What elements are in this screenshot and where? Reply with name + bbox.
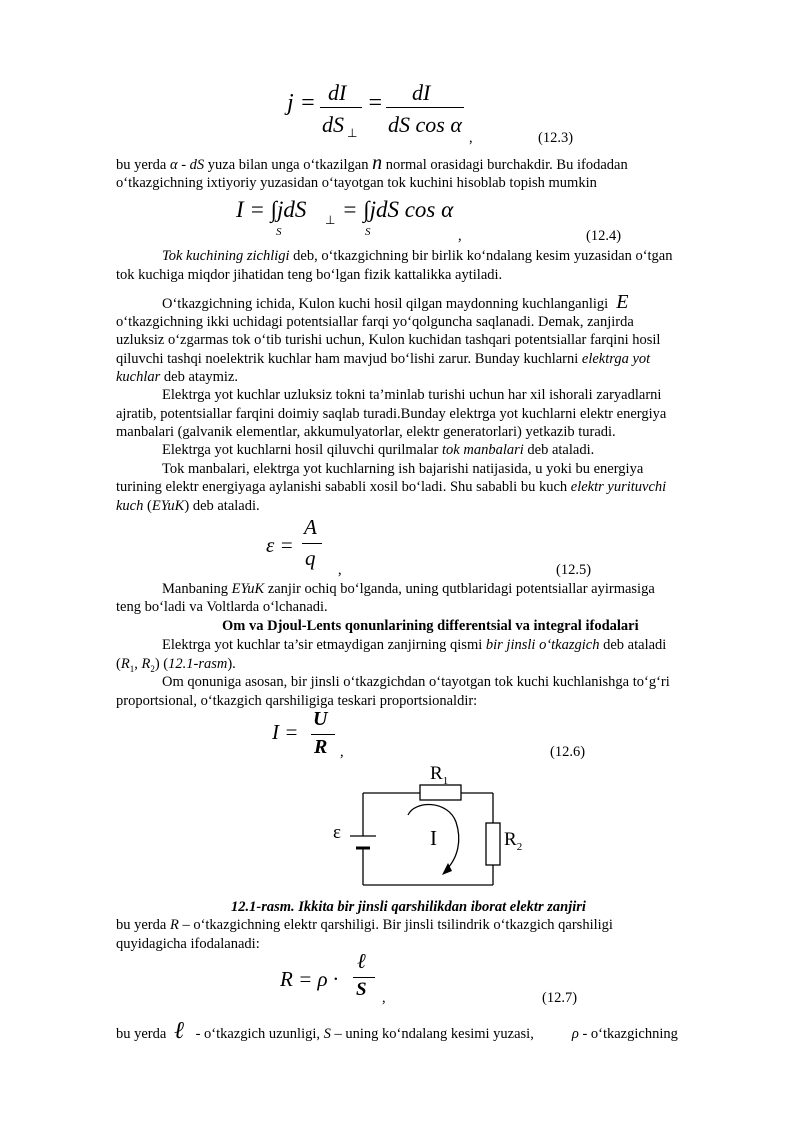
section-heading: Om va Djoul-Lents qonunlarining differentsial va integral ifodalari [222,618,639,634]
text-line: ajratib, potentsiallar farqini doimiy saqlab turadi.Bunday elektrga yot kuchlarni elektr energiya [116,406,667,422]
text-line: uzluksiz o‘zgarmas tok o‘tib turishi uchun, Kulon kuchidan tashqari potentsiallar farqini hosil [116,332,661,348]
eq-lhs: j = [287,90,316,116]
fraction-bar [353,977,375,978]
eq-numerator: dI [412,80,431,105]
eq-expression: = ∫jdS cos α [342,197,454,222]
eq-denominator: R [314,736,328,758]
text-line: Elektrga yot kuchlar uzluksiz tokni ta’minlab turishi uchun har xil ishorali zaryadlarni [162,387,662,403]
text-line: kuch (EYuK) deb ataladi. [116,498,260,514]
eq-numerator: ℓ [357,949,366,973]
text-line: Tok kuchining zichligi deb, o‘tkazgichning bir birlik ko‘ndalang kesim yuzasidan o‘tgan [162,248,673,264]
integral-limit: S [365,226,371,238]
eq-comma: , [458,228,462,244]
text-line: quyidagicha ifodalanadi: [116,936,260,952]
text-line: O‘tkazgichning ichida, Kulon kuchi hosil qilgan maydonning kuchlanganligi E [162,291,629,313]
text-line: kuchlar deb ataymiz. [116,369,239,385]
resistor-r2 [486,823,500,865]
eq-denominator: dS cos α [388,112,462,137]
resistor-r1 [420,785,461,800]
text-line: tok kuchiga miqdor jihatidan teng bo‘lgan fizik kattalikka aytiladi. [116,267,503,283]
text-line: proportsional, o‘tkazgich qarshiligiga teskari proportsionaldir: [116,693,478,709]
battery-symbol [350,836,376,848]
eq-numerator: U [313,708,328,730]
text-line: bu yerda α - dS yuza bilan unga o‘tkazilgan n normal orasidagi burchakdir. Bu ifodadan [116,152,628,174]
eq-comma: , [340,744,344,760]
eq-denominator: S [356,979,367,1000]
text-line: o‘tkazgichning ixtiyoriy yuzasidan o‘tayotgan tok kuchini hisoblab topish mumkin [116,175,597,191]
text-line: Manbaning EYuK zanjir ochiq bo‘lganda, uning qutblaridagi potentsiallar ayirmasiga [162,581,655,597]
eq-denominator: dS [322,112,344,137]
r1-label: $R_1$ [430,763,449,787]
fraction-bar [320,107,362,108]
current-label: I [430,826,437,850]
equation-number: (12.3) [538,130,574,146]
text-line: teng bo‘ladi va Voltlarda o‘lchanadi. [116,599,328,615]
text-line: qiluvchi tashqi noelektrik kuchlar ham mavjud bo‘lishi zarur. Bunday kuchlarni elektrga yot [116,351,651,367]
text-line: Om qonuniga asosan, bir jinsli o‘tkazgichdan o‘tayotgan tok kuchi kuchlanishga to‘g‘ri [162,674,670,690]
eq-equals: = [367,90,384,116]
text-line: bu yerda R – o‘tkazgichning elektr qarshiligi. Bir jinsli tsilindrik o‘tkazgich qarshiligi [116,917,613,933]
eq-expression: I = ∫jdS [236,197,307,222]
equation-number: (12.7) [542,990,578,1006]
text-line: Elektrga yot kuchlar ta’sir etmaydigan zanjirning qismi bir jinsli o‘tkazgich deb ataladi [162,637,667,653]
text-line: bu yerda ℓ - o‘tkazgich uzunligi, S – uning ko‘ndalang kesimi yuzasi, ρ - o‘tkazgichning [116,1018,678,1044]
fraction-bar [302,543,322,544]
text-line: Elektrga yot kuchlarni hosil qiluvchi qurilmalar tok manbalari deb ataladi. [162,442,595,458]
integral-limit: S [276,226,282,238]
eq-denominator: q [305,546,316,570]
text-line: Tok manbalari, elektrga yot kuchlarning ish bajarishi natijasida, u yoki bu energiya [162,461,644,477]
eq-subscript: ⊥ [325,213,336,227]
text-line: ($R_1$, $R_2$) (12.1-rasm). [116,656,236,674]
equation-number: (12.4) [586,228,622,244]
eq-lhs: I = [272,720,299,744]
r2-label: $R_2$ [504,829,523,853]
eq-comma: , [338,562,342,578]
eq-comma: , [382,990,386,1006]
fraction-bar [311,734,335,735]
text-line: o‘tkazgichning ikki uchidagi potentsiallar farqi yo‘qolguncha saqlanadi. Demak, zanjirda [116,314,634,330]
eq-subscript: ⊥ [347,126,358,140]
eq-lhs: R = ρ · [280,967,339,991]
eq-comma: , [469,130,473,146]
text-line: turining elektr energiyaga aylanishi sababli xosil bo‘ladi. Shu sababli bu kuch elektr yurituvchi [116,479,667,495]
text-line: manbalari (galvanik elementlar, akkumulyatorlar, elektr generatorlari) yetkazib turadi. [116,424,616,440]
equation-number: (12.5) [556,562,592,578]
eq-lhs: ε = [266,533,294,557]
emf-label: ε [333,822,341,843]
eq-numerator: dI [328,80,347,105]
fraction-bar [386,107,464,108]
equation-number: (12.6) [550,744,586,760]
eq-numerator: A [304,515,317,539]
figure-caption: 12.1-rasm. Ikkita bir jinsli qarshilikdan iborat elektr zanjiri [231,899,586,915]
